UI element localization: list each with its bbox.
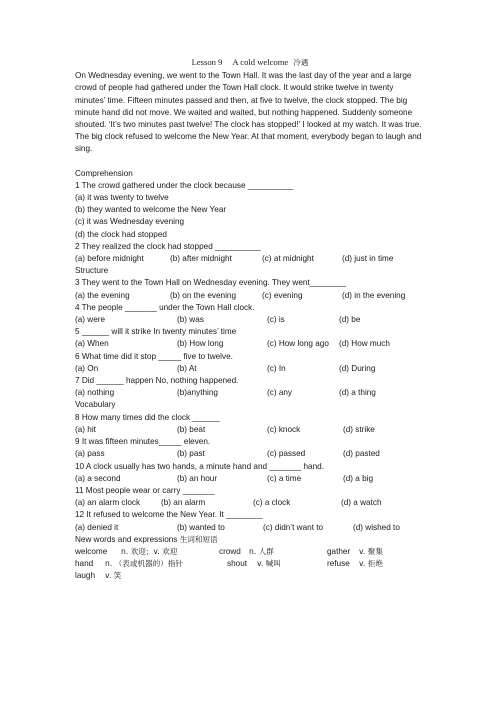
q6-option-a: (a) On	[75, 363, 99, 373]
q11-option-b: (b) an alarm	[161, 498, 206, 508]
q2-option-a: (a) before midnight	[75, 254, 144, 264]
lesson-title-en: A cold welcome	[232, 57, 289, 67]
q9-option-d: (d) pasted	[343, 449, 380, 459]
new-words-heading-cn: 生词和短语	[179, 534, 218, 544]
q12-option-c: (c) didn’t want to	[263, 522, 324, 532]
q3-option-c: (c) evening	[262, 290, 303, 300]
q11-option-c: (c) a clock	[253, 498, 291, 508]
word-row	[75, 546, 425, 558]
lesson-title-cn: 冷遇	[293, 58, 309, 67]
q3-option-d: (d) in the evening	[342, 290, 406, 300]
q4-options	[75, 314, 425, 326]
word-definition: v. 拒绝	[359, 559, 383, 569]
word-term: gather	[327, 546, 351, 556]
q7-option-c: (c) any	[267, 388, 293, 398]
spacer	[75, 156, 425, 168]
word-row	[75, 570, 425, 582]
q1-option-d: (d) the clock had stopped	[75, 229, 167, 239]
word-term: shout	[227, 559, 248, 569]
q4-option-c: (c) is	[267, 315, 285, 325]
new-words-heading-en: New words and expressions	[75, 534, 178, 544]
q4-option-a: (a) were	[75, 315, 106, 325]
question-5: 5 ______ will it strike In twenty minutes’ time	[75, 327, 237, 337]
q2-options	[75, 253, 425, 265]
question-4: 4 The people _______ under the Town Hall clock.	[75, 302, 255, 312]
question-8: 8 How many times did the clock ______	[75, 412, 220, 422]
q12-options	[75, 522, 425, 534]
word-row	[75, 558, 425, 570]
word-definition: n. 欢迎；v. 欢迎	[121, 546, 178, 556]
lesson-number: Lesson 9	[191, 57, 223, 67]
q8-options	[75, 424, 425, 436]
q10-option-d: (d) a big	[343, 473, 374, 483]
q6-options	[75, 363, 425, 375]
word-term: refuse	[327, 559, 350, 569]
question-7: 7 Did ______ happen No, nothing happened.	[75, 376, 239, 386]
word-definition: v. 笑	[105, 571, 122, 581]
word-term: welcome	[75, 546, 108, 556]
q1-option-b: (b) they wanted to welcome the New Year	[75, 205, 227, 215]
word-term: laugh	[75, 571, 96, 581]
q11-option-d: (d) a watch	[341, 498, 382, 508]
word-definition: v. 喊叫	[257, 559, 281, 569]
q2-option-b: (b) after midnight	[170, 254, 232, 264]
question-10: 10 A clock usually has two hands, a minute hand and _______ hand.	[75, 461, 324, 471]
question-11: 11 Most people wear or carry _______	[75, 485, 215, 495]
q12-option-a: (a) denied it	[75, 522, 119, 532]
new-words-heading	[75, 534, 425, 546]
q9-options	[75, 448, 425, 460]
word-definition: n. 人群	[249, 546, 274, 556]
q5-option-d: (d) How much	[339, 339, 390, 349]
q10-option-b: (b) an hour	[177, 473, 218, 483]
q4-option-b: (b) was	[177, 315, 204, 325]
word-definition: v. 聚集	[359, 546, 383, 556]
q6-option-b: (b) At	[177, 363, 197, 373]
question-2: 2 They realized the clock had stopped __________	[75, 241, 261, 251]
comprehension-heading: Comprehension	[75, 168, 133, 178]
q12-option-b: (b) wanted to	[177, 522, 225, 532]
vocabulary-heading: Vocabulary	[75, 400, 116, 410]
question-9: 9 It was fifteen minutes_____ eleven.	[75, 437, 211, 447]
q12-option-d: (d) wished to	[353, 522, 400, 532]
q3-option-a: (a) the evening	[75, 290, 130, 300]
q1-option-a: (a) it was twenty to twelve	[75, 193, 169, 203]
q5-options	[75, 338, 425, 350]
passage-text: On Wednesday evening, we went to the Town Hall. It was the last day of the year and a large crowd of people had gathered under the Town Hall clock. It would strike twelve in twenty minutes’ time. Fifteen minutes passed and then, at five to twelve, the clock stopped. The big minute hand did not move. We waited and waited, but nothing happened. Suddenly someone shouted. ‘It’s two minutes past twelve! The clock has stopped!’ I looked at my watch. It was true. The big clock refused to welcome the New Year. At that moment, everybody began to laugh and sing.	[75, 71, 422, 154]
q5-option-b: (b) How long	[177, 339, 224, 349]
q8-option-c: (c) knock	[267, 424, 301, 434]
q5-option-c: (c) How long ago	[267, 339, 329, 349]
question-6: 6 What time did it stop _____ five to twelve.	[75, 351, 233, 361]
question-3: 3 They went to the Town Hall on Wednesday evening. They went________	[75, 278, 347, 288]
q8-option-a: (a) hit	[75, 424, 96, 434]
q6-option-d: (d) During	[339, 363, 376, 373]
q8-option-b: (b) beat	[177, 424, 206, 434]
q9-option-b: (b) past	[177, 449, 205, 459]
q10-option-a: (a) a second	[75, 473, 121, 483]
q11-option-a: (a) an alarm clock	[75, 498, 141, 508]
document-page	[75, 56, 425, 583]
q7-option-d: (d) a thing	[339, 388, 376, 398]
q10-option-c: (c) a time	[267, 473, 302, 483]
q5-option-a: (a) When	[75, 339, 109, 349]
q7-option-a: (a) nothing	[75, 388, 115, 398]
word-definition: n. （表或机器的）指针	[105, 559, 183, 569]
q8-option-d: (d) strike	[343, 424, 375, 434]
structure-heading: Structure	[75, 266, 109, 276]
q2-option-d: (d) just in time	[342, 254, 394, 264]
lesson-title	[75, 56, 425, 69]
question-1: 1 The crowd gathered under the clock because __________	[75, 180, 294, 190]
word-term: crowd	[219, 546, 241, 556]
question-12: 12 It refused to welcome the New Year. It ________	[75, 510, 263, 520]
q11-options	[75, 497, 425, 509]
q6-option-c: (c) In	[267, 363, 286, 373]
q7-option-b: (b)anything	[177, 388, 218, 398]
q4-option-d: (d) be	[339, 315, 361, 325]
q10-options	[75, 473, 425, 485]
q1-option-c: (c) it was Wednesday evening	[75, 217, 185, 227]
word-term: hand	[75, 559, 94, 569]
q2-option-c: (c) at midnight	[262, 254, 314, 264]
q7-options	[75, 387, 425, 399]
q9-option-a: (a) pass	[75, 449, 105, 459]
q9-option-c: (c) passed	[267, 449, 306, 459]
q3-option-b: (b) on the evening	[170, 290, 236, 300]
q3-options	[75, 290, 425, 302]
